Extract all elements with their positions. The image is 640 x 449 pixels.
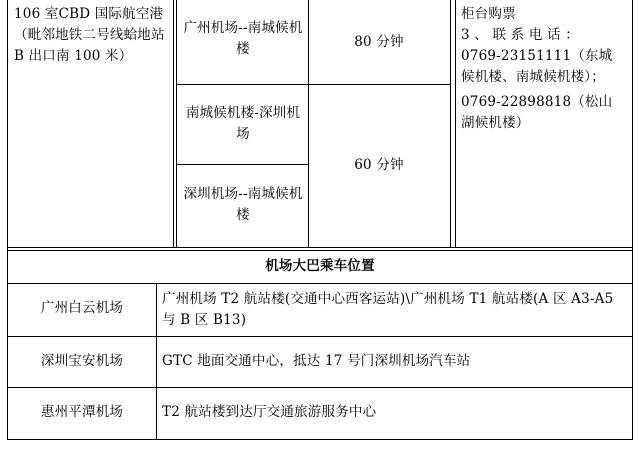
table-border-bottom (7, 439, 633, 440)
ticket-info-line-4: 候机楼、南城候机楼）； (461, 69, 605, 85)
route-3-name: 深圳机场--南城候机楼 (183, 186, 303, 223)
col-divider-2 (308, 0, 309, 247)
row-line-heading-top2 (7, 250, 633, 251)
route-2-duration: 60 分钟 (354, 157, 404, 173)
bus-location-2: GTC 地面交通中心，抵达 17 号门深圳机场汽车站 (162, 353, 471, 369)
airport-name-1: 广州白云机场 (40, 300, 124, 316)
route-2-name: 南城候机楼-深圳机场 (185, 105, 301, 142)
col-divider-1b (176, 0, 177, 247)
row-line-route-1 (176, 84, 450, 85)
row-line-lower-2 (7, 387, 633, 388)
ticket-info-line-3: 0769-23151111（东城 (461, 48, 613, 64)
ticket-info-line-5: 0769-22898818（松山 (461, 94, 613, 110)
ticket-info-line-2: 3 、 联 系 电 话 ： (461, 27, 579, 43)
route-1-name: 广州机场--南城候机楼 (183, 20, 303, 57)
address-cell: 106 室CBD 国际航空港（毗邻地铁二号线蛤地站 B 出口南 100 米） (14, 6, 165, 64)
table-border-left (7, 0, 8, 440)
row-line-heading-bottom (7, 283, 633, 284)
col-divider-3 (450, 0, 451, 247)
col-divider-3b (455, 0, 456, 247)
route-1-duration: 80 分钟 (354, 34, 404, 50)
airport-name-3: 惠州平潭机场 (40, 404, 124, 420)
bus-location-1: 广州机场 T2 航站楼(交通中心西客运站)\广州机场 T1 航站楼(A 区 A3-A5 与 B 区 B13) (162, 291, 614, 328)
col-divider-1 (173, 0, 174, 247)
row-line-lower-1 (7, 336, 633, 337)
bus-location-3: T2 航站楼到达厅交通旅游服务中心 (162, 404, 377, 420)
airport-name-2: 深圳宝安机场 (40, 353, 124, 369)
table-border-right (632, 0, 633, 440)
row-line-route-2 (176, 164, 308, 165)
ticket-info-line-1: 柜台购票 (461, 6, 516, 22)
col-divider-lower (156, 283, 157, 440)
row-line-heading-top (7, 247, 633, 248)
bus-location-heading: 机场大巴乘车位置 (265, 258, 375, 274)
ticket-info-line-6: 湖候机楼） (461, 115, 530, 131)
